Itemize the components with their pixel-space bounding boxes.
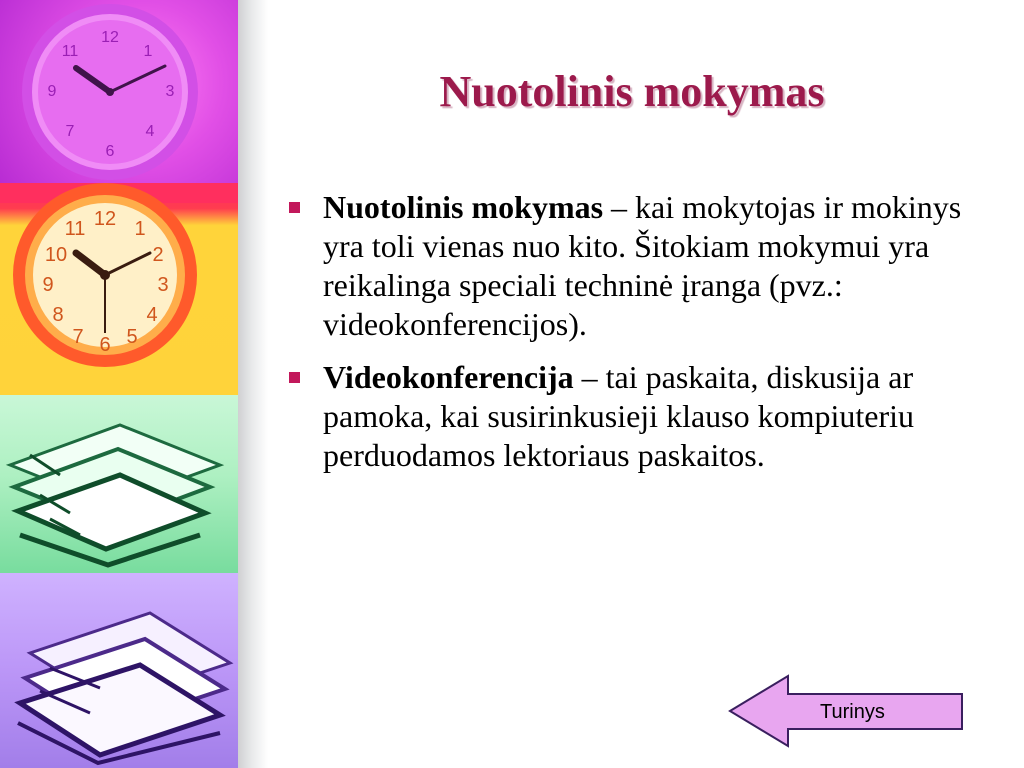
svg-text:12: 12: [101, 29, 119, 46]
slide-title: Nuotolinis mokymas: [439, 67, 825, 116]
svg-text:7: 7: [65, 123, 75, 140]
list-item: [285, 358, 985, 475]
svg-text:11: 11: [61, 43, 79, 60]
svg-text:12: 12: [93, 208, 117, 230]
bullet-list: [285, 188, 985, 489]
svg-text:6: 6: [105, 143, 115, 160]
term: Nuotolinis mokymas: [323, 189, 604, 225]
svg-text:9: 9: [47, 83, 57, 100]
strip-shadow: [238, 0, 268, 768]
svg-text:1: 1: [134, 218, 146, 240]
decorative-image-strip: [0, 0, 240, 768]
svg-text:6: 6: [99, 334, 111, 356]
svg-text:5: 5: [126, 326, 138, 348]
svg-text:7: 7: [72, 326, 84, 348]
svg-text:3: 3: [165, 83, 175, 100]
svg-text:10: 10: [44, 244, 68, 266]
contents-nav-button[interactable]: [728, 674, 966, 748]
bullet-text: [323, 189, 961, 342]
contents-nav-label: Turinys: [820, 701, 885, 723]
svg-text:3: 3: [157, 274, 169, 296]
bullet-marker-icon: [289, 202, 300, 213]
svg-text:8: 8: [52, 304, 64, 326]
bullet-marker-icon: [289, 372, 300, 383]
books-violet-image: [0, 573, 240, 768]
clock-purple-image: [0, 0, 240, 183]
svg-text:1: 1: [143, 43, 153, 60]
svg-text:4: 4: [145, 123, 155, 140]
definition: – kai mokytojas ir mokinys yra toli vienas nuo kito. Šitokiam mokymui yra reikalinga speciali techninė įranga (pvz.: videokonferencijos).: [323, 189, 962, 342]
list-item: [285, 188, 985, 344]
definition: – tai paskaita, diskusija ar pamoka, kai susirinkusieji klauso kompiuteriu perduodamos lektoriaus paskaitos.: [323, 359, 915, 473]
bullet-text: [323, 359, 914, 473]
svg-text:9: 9: [42, 274, 54, 296]
svg-text:4: 4: [146, 304, 158, 326]
clock-orange-image: [0, 183, 240, 395]
svg-text:2: 2: [152, 244, 164, 266]
books-green-image: [0, 395, 240, 573]
svg-text:11: 11: [64, 218, 86, 240]
term: Videokonferencija: [323, 359, 574, 395]
